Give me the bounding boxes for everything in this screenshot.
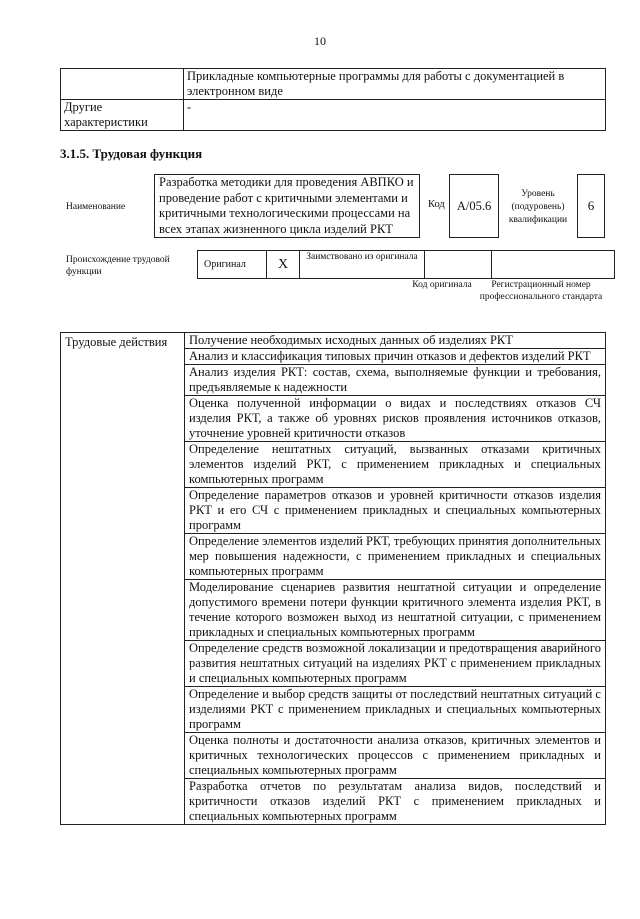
labor-action-item: Определение параметров отказов и уровней критичности отказов изделия РКТ и его СЧ с применением прикладных и специальных компьютерных программ bbox=[185, 488, 606, 534]
labor-action-item: Оценка полноты и достаточности анализа отказов, критичных элементов и критичных технологических процессов с применением прикладных и специальных компьютерных программ bbox=[185, 733, 606, 779]
row-label bbox=[61, 69, 184, 100]
function-name-box: Разработка методики для проведения АВПКО и проведение работ с критичными элементами и критичными технологическими процессами на всех этапах жизненного цикла изделий РКТ bbox=[154, 174, 420, 238]
row-value: - bbox=[184, 100, 606, 131]
page-number: 10 bbox=[314, 34, 326, 48]
section-title: 3.1.5. Трудовая функция bbox=[60, 146, 203, 161]
naming-label: Наименование bbox=[66, 202, 126, 212]
borrowed-label: Заимствовано из оригинала bbox=[300, 251, 425, 279]
table-row bbox=[198, 251, 615, 279]
original-code-caption: Код оригинала bbox=[412, 280, 472, 290]
labor-action-item: Анализ и классификация типовых причин отказов и дефектов изделий РКТ bbox=[185, 349, 606, 365]
table-row bbox=[61, 333, 606, 349]
row-label: Другие характеристики bbox=[61, 100, 184, 131]
row-value: Прикладные компьютерные программы для работы с документацией в электронном виде bbox=[184, 69, 606, 100]
table-row bbox=[61, 100, 606, 131]
labor-action-item: Определение и выбор средств защиты от последствий нештатных ситуаций с изделиями РКТ с применением прикладных и специальных компьютерных программ bbox=[185, 687, 606, 733]
labor-action-item: Определение нештатных ситуаций, вызванных отказами критичных элементов изделий РКТ, с применением прикладных и специальных компьютерных программ bbox=[185, 442, 606, 488]
origin-label: Происхождение трудовой функции bbox=[66, 255, 170, 277]
labor-action-item: Разработка отчетов по результатам анализа видов, последствий и критичности отказов изделий РКТ с применением прикладных и специальных компьютерных программ bbox=[185, 779, 606, 825]
origin-table bbox=[197, 250, 615, 279]
labor-action-item: Оценка полученной информации о видах и последствиях отказов СЧ изделия РКТ, а также об уровнях рисков проявления источников отказов, уточнение уровней критичности отказов bbox=[185, 396, 606, 442]
labor-action-item: Получение необходимых исходных данных об изделиях РКТ bbox=[185, 333, 606, 349]
registration-number-cell bbox=[492, 251, 615, 279]
qualification-level-label: Уровень (подуровень) квалификации bbox=[508, 189, 568, 225]
labor-actions-header: Трудовые действия bbox=[61, 333, 185, 825]
code-label: Код bbox=[428, 199, 445, 210]
labor-actions-table bbox=[60, 332, 606, 825]
labor-action-item: Моделирование сценариев развития нештатной ситуации и определение допустимого времени потери функции критичного элемента изделия РКТ, в течение которого возможен выход из нештатной ситуации, с применением прикладных и специальных компьютерных программ bbox=[185, 580, 606, 641]
table-row bbox=[61, 69, 606, 100]
labor-action-item: Определение средств возможной локализации и предотвращения аварийного развития нештатных ситуаций на изделиях РКТ с применением прикладных и специальных компьютерных программ bbox=[185, 641, 606, 687]
original-label: Оригинал bbox=[198, 251, 267, 279]
registration-number-caption: Регистрационный номер профессионального стандарта bbox=[479, 280, 603, 302]
original-code-cell bbox=[425, 251, 492, 279]
labor-action-item: Определение элементов изделий РКТ, требующих принятия дополнительных мер повышения надежности, с применением прикладных и специальных компьютерных программ bbox=[185, 534, 606, 580]
original-mark: X bbox=[267, 251, 300, 279]
code-value-box: А/05.6 bbox=[449, 174, 499, 238]
qualification-level-box: 6 bbox=[577, 174, 605, 238]
labor-action-item: Анализ изделия РКТ: состав, схема, выполняемые функции и требования, предъявляемые к надежности bbox=[185, 365, 606, 396]
other-characteristics-table bbox=[60, 68, 606, 131]
